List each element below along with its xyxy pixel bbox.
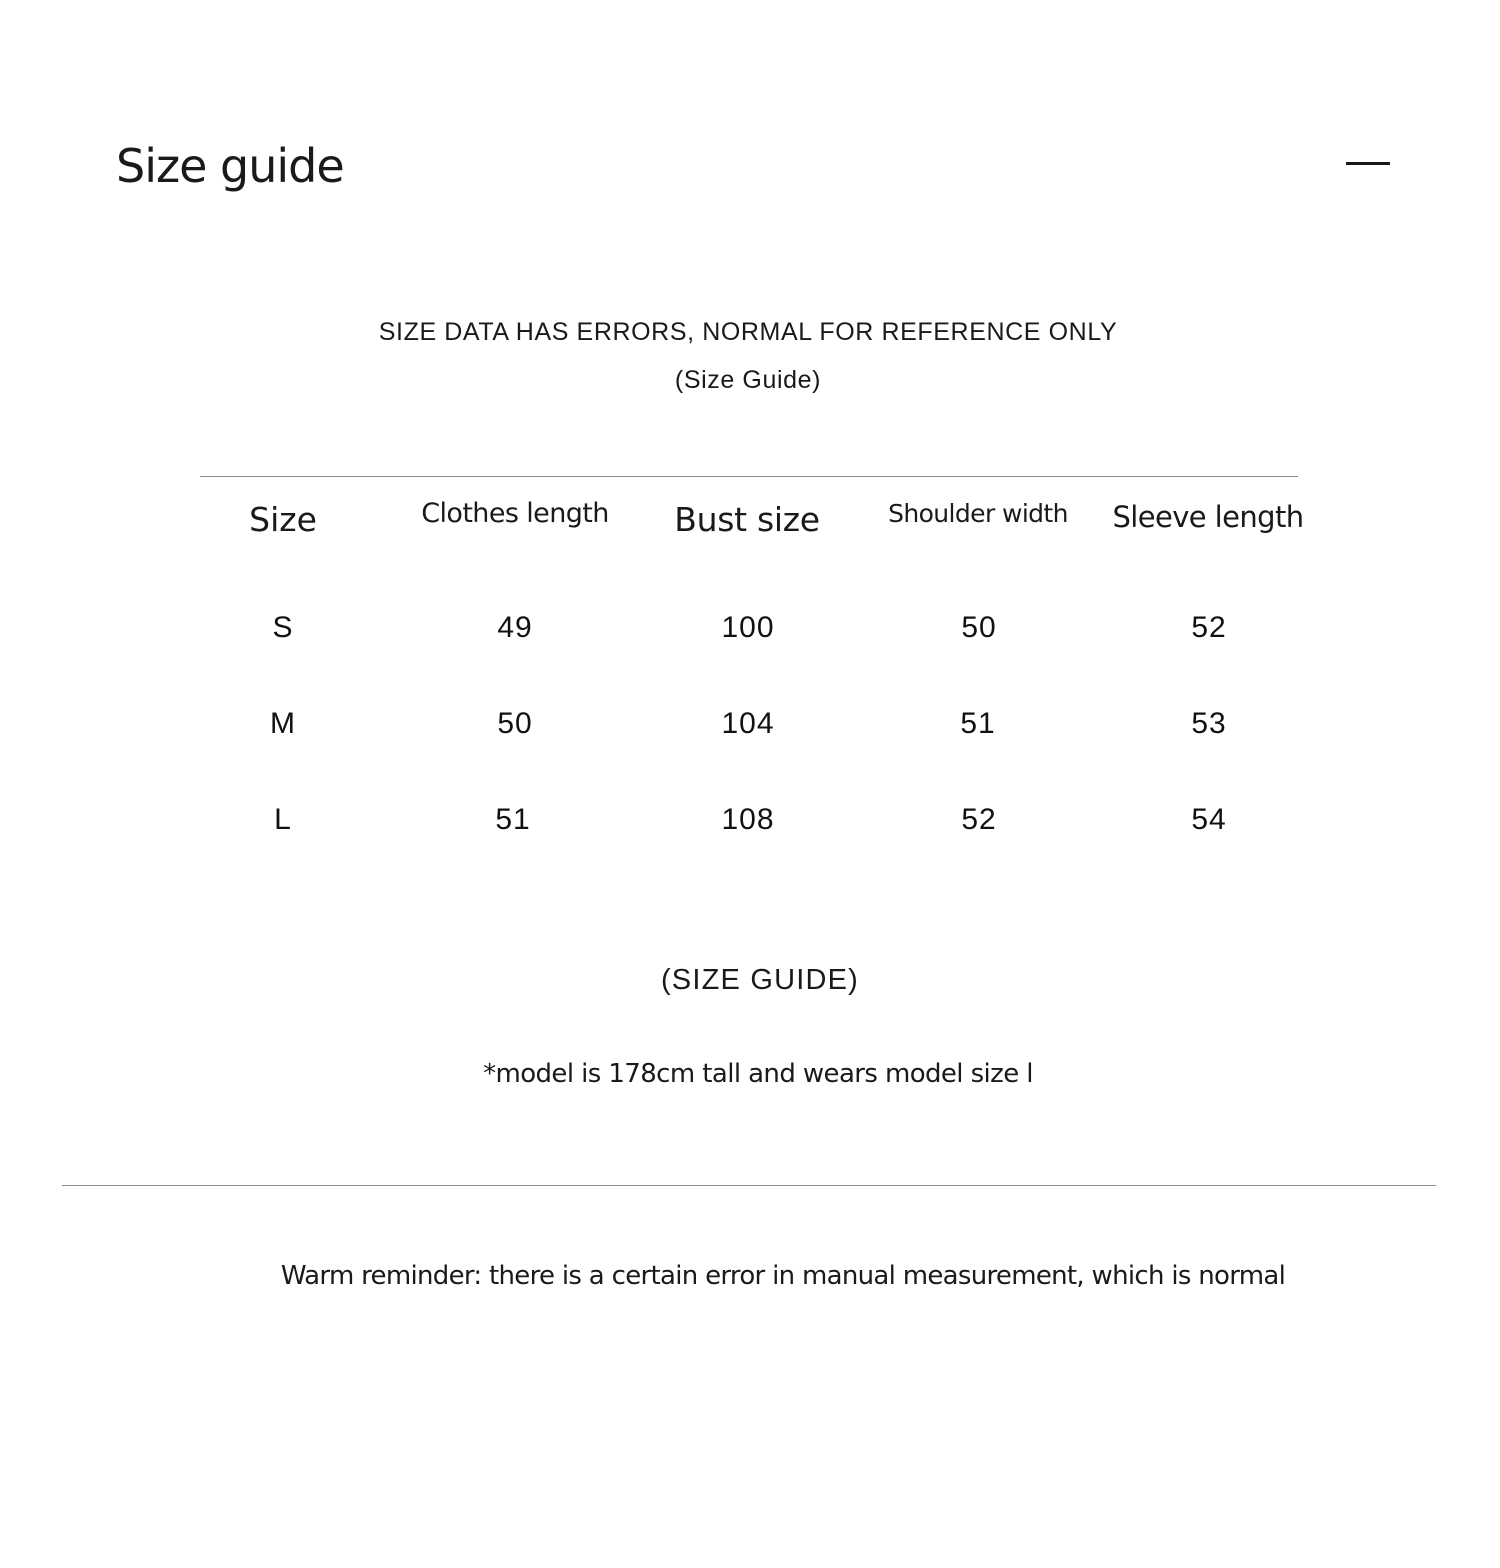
table-cell-shoulder-width: 52	[961, 803, 997, 836]
table-cell-clothes-length: 51	[495, 803, 531, 836]
size-guide-caption: (SIZE GUIDE)	[660, 964, 860, 996]
model-info-note: *model is 178cm tall and wears model size l	[483, 1059, 1033, 1089]
table-cell-clothes-length: 50	[497, 707, 533, 740]
size-guide-label: (Size Guide)	[674, 366, 822, 394]
measurement-reminder: Warm reminder: there is a certain error in manual measurement, which is normal	[280, 1261, 1286, 1291]
table-row	[168, 704, 1328, 744]
table-cell-size: S	[272, 611, 294, 644]
table-header-row	[168, 478, 1328, 558]
table-top-rule	[200, 476, 1298, 477]
column-header-size: Size	[249, 500, 317, 539]
table-cell-clothes-length: 49	[497, 611, 533, 644]
column-header-sleeve-length: Sleeve length	[1112, 500, 1304, 534]
table-cell-shoulder-width: 50	[961, 611, 997, 644]
table-row	[168, 608, 1328, 648]
column-header-clothes-length: Clothes length	[421, 498, 609, 529]
table-cell-sleeve-length: 54	[1191, 803, 1227, 836]
column-header-shoulder-width: Shoulder width	[888, 499, 1068, 528]
table-cell-bust-size: 104	[721, 707, 775, 740]
table-row	[168, 800, 1328, 840]
table-cell-bust-size: 108	[721, 803, 775, 836]
page-title: Size guide	[116, 139, 344, 193]
table-cell-size: M	[270, 707, 296, 740]
minus-icon[interactable]	[1346, 150, 1390, 176]
table-cell-size: L	[274, 803, 292, 836]
table-cell-shoulder-width: 51	[960, 707, 996, 740]
minus-icon-bar	[1346, 162, 1390, 165]
column-header-bust-size: Bust size	[674, 500, 820, 539]
section-divider	[62, 1185, 1436, 1186]
table-cell-sleeve-length: 52	[1191, 611, 1227, 644]
table-cell-bust-size: 100	[721, 611, 775, 644]
table-cell-sleeve-length: 53	[1191, 707, 1227, 740]
disclaimer-text: SIZE DATA HAS ERRORS, NORMAL FOR REFERENCE ONLY	[378, 318, 1118, 346]
